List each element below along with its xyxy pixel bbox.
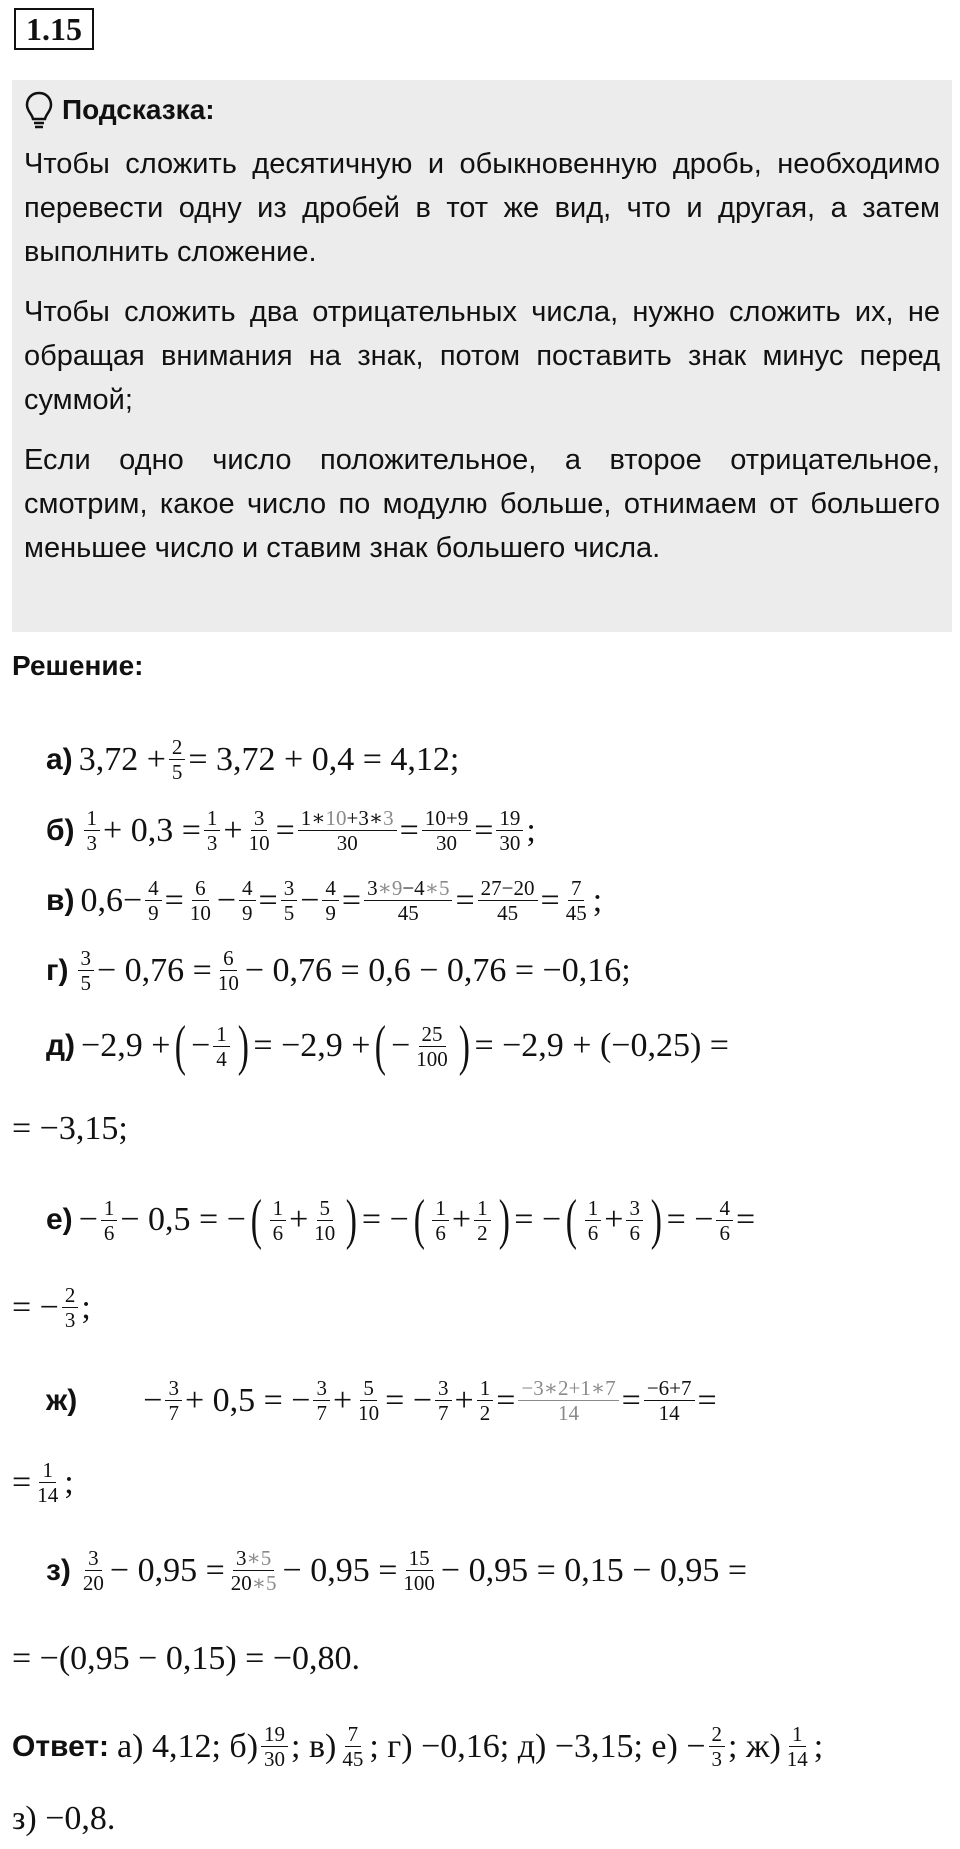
solution-z: з) 3 20 − 0,95 = $\frac{3∗5}{20∗5}$ − 0,95 = $\frac{15}{100}$ − 0,95 = 0,15 − 0,95 = [46, 1546, 748, 1595]
hint-box [12, 80, 952, 632]
hint-paragraph-2: Чтобы сложить два отрицательных числа, нужно сложить их, не обращая внимания на знак, потом поставить знак минус перед суммой; [24, 296, 940, 416]
solution-e: е) − $\frac{1}{6}$ − 0,5 = − ( 1 6 + $\frac{5}{10}$ ) = − ( 1 6 + $\frac{1}{2}$ ) = − ( 1 6 + $\frac{3}{6}$ ) = − $\frac{4}{6}$ = [46, 1189, 756, 1251]
label-zh: ж) [46, 1383, 78, 1417]
hint-header [24, 90, 215, 130]
lightbulb-icon [24, 90, 54, 130]
solution-e-cont: = − $\frac{2}{3}$ ; [12, 1283, 91, 1332]
label-z: з) [46, 1553, 71, 1587]
solution-a: а) 3,72 + $\frac{2}{5}$ = 3,72 + 0,4 = 4,12; [46, 735, 460, 784]
solution-d-cont: = −3,15; [12, 1110, 128, 1147]
label-g: г) [46, 953, 69, 987]
answer-fraction-e: $\frac{2}{3}$ [709, 1722, 726, 1771]
fraction: $\frac{2}{5}$ [169, 735, 186, 784]
answer-fraction-b: 19 30 [261, 1722, 288, 1771]
label-e: е) [46, 1203, 73, 1236]
answer-fraction-v: 7 45 [342, 1722, 364, 1771]
solution-zh-cont: = $\frac{1}{14}$ ; [12, 1458, 74, 1507]
task-number: 1.15 [14, 8, 94, 50]
label-v: в) [46, 883, 75, 917]
hint-paragraph-3: Если одно число положительное, а второе отрицательное, смотрим, какое число по модулю больше, отнимаем от большего меньшее число и ставим знак большего числа. [24, 444, 940, 564]
answer-line: Ответ: а) 4,12; б) 19 30 ; в) 7 45 ; г) −0,16; д) −3,15; е) − $\frac{2}{3}$ ; ж) 1 14 ; [12, 1722, 824, 1771]
answer-line-2: з) −0,8. [12, 1800, 116, 1837]
solution-d: д) −2,9 + ( − $\frac{1}{4}$ ) = −2,9 + ( − $\frac{25}{100}$ ) = −2,9 + (−0,25) = [46, 1015, 729, 1077]
solution-b: б) 1 3 + 0,3 = $\frac{1}{3}$ + $\frac{3}{10}$ = $\frac{1∗10+3∗3}{30}$ = $\frac{10+9}{30}$ = $\frac{19}{30}$ ; [46, 806, 536, 855]
hint-paragraph-1: Чтобы сложить десятичную и обыкновенную дробь, необходимо перевести одну из дробей в тот же вид, что и другая, а затем выполнить сложение. [24, 148, 940, 268]
label-d: д) [46, 1029, 76, 1062]
solution-z-cont: = −(0,95 − 0,15) = −0,80. [12, 1640, 361, 1677]
hint-title: Подсказка: [62, 94, 215, 125]
solution-v: в) 0,6− $\frac{4}{9}$ = $\frac{6}{10}$ − $\frac{4}{9}$ = $\frac{3}{5}$ − $\frac{4}{9}$ = $\frac{3∗9-4∗5}{45}$ = $\frac{27-20}{45}$ = $\frac{7}{45}$ ; [46, 876, 603, 925]
solution-zh: ж) − $\frac{3}{7}$ + 0,5 = − $\frac{3}{7}$ + $\frac{5}{10}$ = − $\frac{3}{7}$ + $\frac{1}{2}$ = $\frac{-3∗2+1∗7}{14}$ = $\frac{-6+7}{14}$ = [46, 1376, 717, 1425]
solution-g: г) 3 5 − 0,76 = $\frac{6}{10}$ − 0,76 = 0,6 − 0,76 = −0,16; [46, 946, 631, 995]
label-a: а) [46, 742, 73, 776]
solution-label: Решение: [12, 650, 144, 681]
answer-fraction-zh: 1 14 [786, 1722, 808, 1771]
label-b: б) [46, 813, 75, 847]
answer-label: Ответ: [12, 1729, 110, 1763]
